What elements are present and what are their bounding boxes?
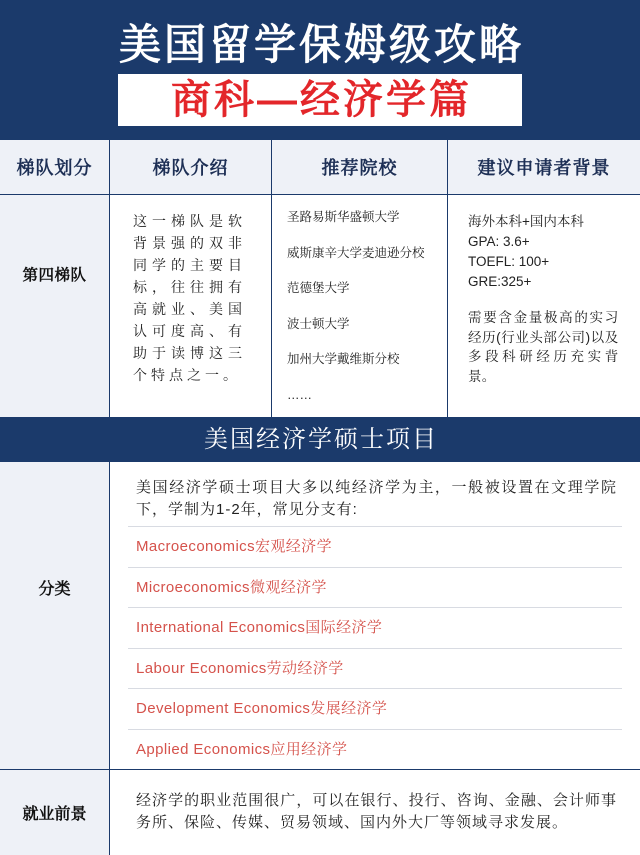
table-row-career [0,770,640,855]
category-label-cell [0,462,110,769]
header-banner [0,0,640,140]
tier-label-cell [0,195,110,417]
table-row-category [0,462,640,770]
branch-item: International Economics国际经济学 [128,607,622,648]
background-requirement-gpa: GPA: 3.6+ [468,234,530,249]
page-subtitle: 商科—经济学篇 [171,78,472,122]
school-item: 加州大学戴维斯分校 [287,352,400,366]
column-header-intro: 梯队介绍 [110,140,272,194]
subtitle-box [118,74,522,126]
branch-item: Macroeconomics宏观经济学 [128,526,622,567]
background-note: 需要含金量极高的实习经历(行业头部公司)以及多段科研经历充实背景。 [468,310,619,384]
school-item: 波士顿大学 [287,316,350,331]
school-list-ellipsis: …… [287,387,312,402]
branch-item: Microeconomics微观经济学 [128,567,622,608]
branch-item: Labour Economics劳动经济学 [128,648,622,689]
school-item: 威斯康辛大学麦迪逊分校 [287,245,425,260]
school-item: 范德堡大学 [287,281,350,295]
branch-item: Development Economics发展经济学 [128,688,622,729]
applicant-background-cell [448,195,640,417]
tier-intro-cell [110,195,272,417]
career-text: 经济学的职业范围很广，可以在银行、投行、咨询、金融、会计师事务所、保险、传媒、贸易领域、国内外大厂等领域寻求发展。 [136,792,617,831]
school-list [272,195,448,417]
career-label: 就业前景 [22,806,87,823]
background-requirement-gre: GRE:325+ [468,274,532,289]
branch-list [110,526,640,769]
page-title: 美国留学保姆级攻略 [118,21,524,68]
branch-item: Applied Economics应用经济学 [128,729,622,770]
school-item: 圣路易斯华盛顿大学 [287,210,400,224]
section-banner: 美国经济学硕士项目 [0,418,640,462]
tier-label: 第四梯队 [22,267,87,284]
category-intro-text: 美国经济学硕士项目大多以纯经济学为主，一般被设置在文理学院下，学制为1-2年，常见分支有: [136,479,617,518]
category-content [110,462,640,769]
column-header-schools: 推荐院校 [272,140,448,194]
background-requirement: 海外本科+国内本科 [468,214,584,229]
table-header-row [0,140,640,195]
career-content [110,770,640,855]
career-label-cell [0,770,110,855]
tier-intro-text: 这一梯队是软背景强的双非同学的主要目标，往往拥有高就业、美国认可度高、有助于读博这三个特点之一。 [133,213,246,383]
column-header-background: 建议申请者背景 [477,158,611,178]
table-row-tier [0,195,640,418]
background-requirement-toefl: TOEFL: 100+ [468,254,550,269]
category-label: 分类 [38,581,71,598]
column-header-tier: 梯队划分 [0,140,110,194]
